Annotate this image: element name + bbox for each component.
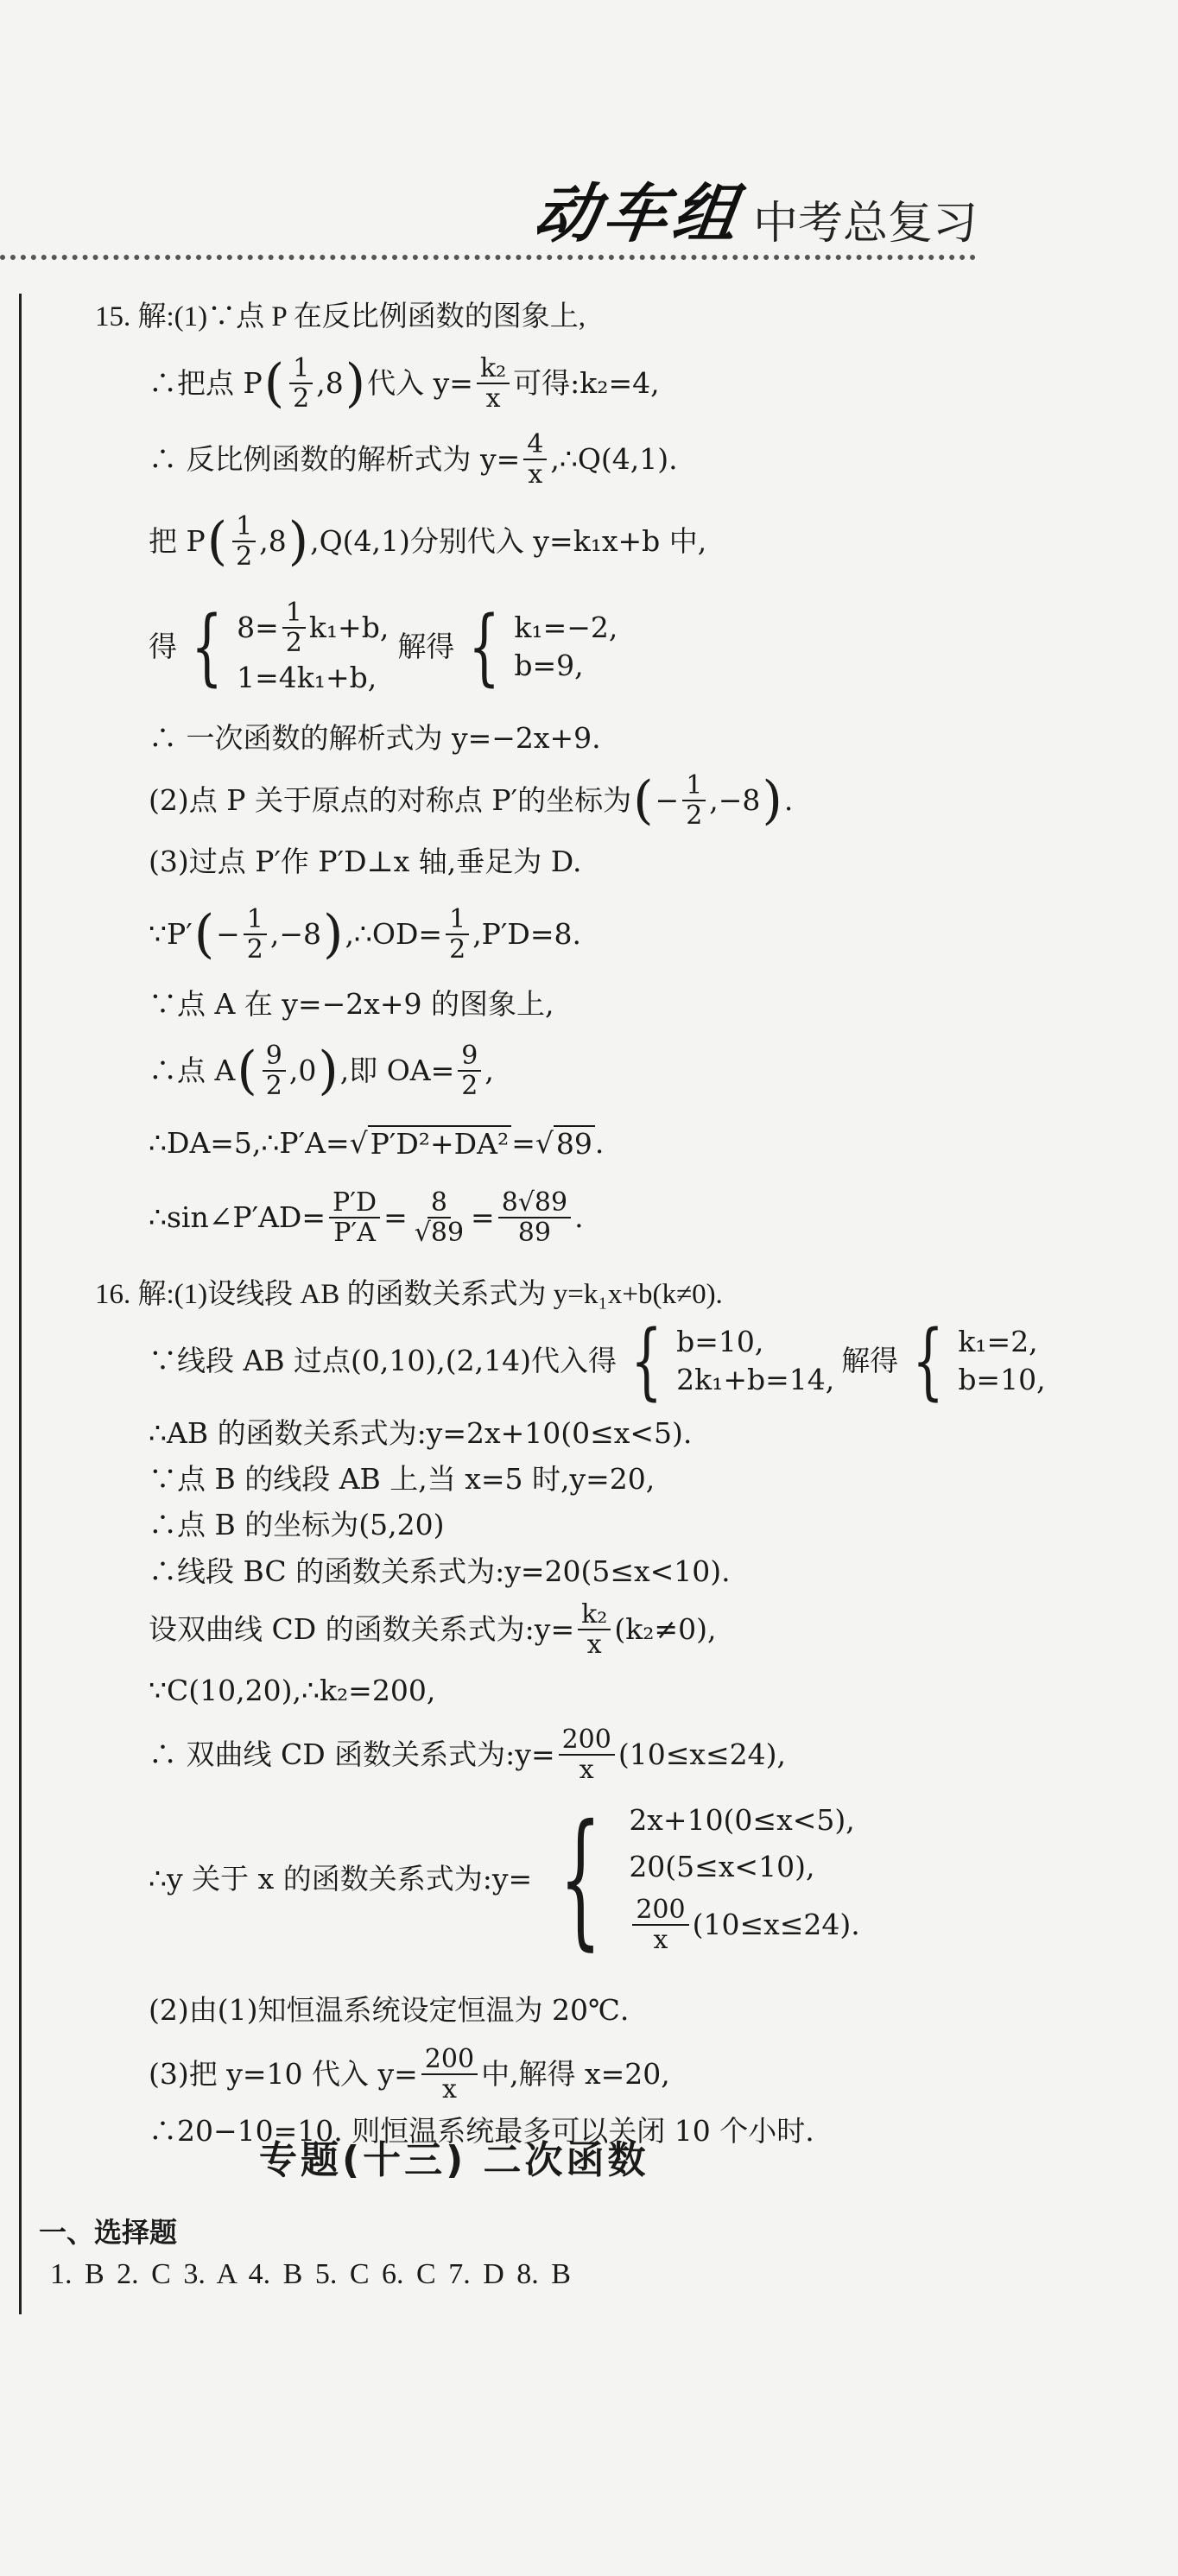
q15-line-2: ∴把点 P ( $\frac{1}{2}$ ,8 ) 代入 y= $\frac{\text{k₂}}{x}$ 可得:k₂=4, — [149, 353, 660, 414]
q16-line-11: (2)由(1)知恒温系统设定恒温为 20℃. — [149, 1993, 630, 2027]
brand-logo: 动车组 — [529, 177, 748, 251]
q16-line-7: 设双曲线 CD 的函数关系式为:y= $\frac{\text{k₂}}{x}$ (k₂≠0), — [149, 1599, 717, 1660]
choice-answers: 1. B 2. C 3. A 4. B 5. C 6. C 7. D 8. B — [50, 2258, 571, 2290]
q16-line-5: ∴点 B 的坐标为(5,20) — [149, 1508, 445, 1541]
q16-line-6: ∴线段 BC 的函数关系式为:y=20(5≤x<10). — [149, 1554, 731, 1588]
q15-line-5-system: 得 { 8= $\frac{1}{2}$ k₁+b, 1=4k₁+b, 解得 { k₁=−2, b=9, — [149, 598, 618, 695]
q16-line-12: (3)把 y=10 代入 y= $\frac{200}{x}$ 中,解得 x=20, — [149, 2044, 670, 2104]
q15-line-1: 15. 解:(1)∵点 P 在反比例函数的图象上, — [95, 301, 586, 332]
q16-line-9: ∴ 双曲线 CD 函数关系式为:y= $\frac{200}{x}$ (10≤x≤24), — [149, 1725, 786, 1785]
header-dotted-rule — [0, 255, 976, 260]
q15-line-9: ∵P′ ( − $\frac{1}{2}$ ,−8 ) ,∴OD= $\frac{1}{2}$ ,P′D=8. — [149, 904, 581, 965]
q15-line-3: ∴ 反比例函数的解析式为 y= $\frac{4}{x}$ ,∴Q(4,1). — [149, 429, 678, 490]
q16-line-3: ∴AB 的函数关系式为:y=2x+10(0≤x<5). — [149, 1416, 693, 1450]
section-subhead: 一、选择题 — [39, 2216, 178, 2249]
q16-line-1: 16. 解:(1)设线段 AB 的函数关系式为 y=k₁x+b(k≠0). — [95, 1279, 723, 1310]
left-margin-rule — [19, 294, 22, 2314]
q16-line-8: ∵C(10,20),∴k₂=200, — [149, 1674, 436, 1707]
header-brand — [529, 177, 978, 255]
q15-line-7: (2)点 P 关于原点的对称点 P′的坐标为 ( − $\frac{1}{2}$ ,−8 ) . — [149, 770, 794, 831]
q16-line-2-system: ∵线段 AB 过点(0,10),(2,14)代入得 { b=10, 2k₁+b=14, 解得 { k₁=2, b=10, — [149, 1313, 1046, 1409]
q15-line-6: ∴ 一次函数的解析式为 y=−2x+9. — [149, 721, 601, 755]
q16-line-4: ∵点 B 的线段 AB 上,当 x=5 时,y=20, — [149, 1462, 656, 1496]
section-title: 专题(十三) 二次函数 — [259, 2138, 649, 2182]
q15-line-13: ∴sin∠P′AD= $\frac{P'D}{P'A}$ = $\frac{8}{√89}$ = $\frac{8√89}{89}$ . — [149, 1187, 584, 1248]
q15-line-10: ∵点 A 在 y=−2x+9 的图象上, — [149, 987, 554, 1021]
q16-line-13: ∴20−10=10. 则恒温系统最多可以关闭 10 个小时. — [149, 2114, 814, 2148]
q15-line-11: ∴点 A ( $\frac{9}{2}$ ,0 ) ,即 OA= $\frac{9}{2}$ , — [149, 1041, 494, 1101]
q15-line-4: 把 P ( $\frac{1}{2}$ ,8 ) ,Q(4,1)分别代入 y=k₁x+b 中, — [149, 511, 707, 572]
brand-subtitle: 中考总复习 — [753, 198, 978, 250]
q15-line-12: ∴DA=5,∴P′A=√ P′D²+DA² =√ 89 . — [149, 1126, 605, 1161]
q16-line-10-piecewise: ∴y 关于 x 的函数关系式为:y= { 2x+10(0≤x<5), 20(5≤x<10), $\frac{200}{x}$ (10≤x≤24). — [149, 1793, 860, 1965]
q15-line-8: (3)过点 P′作 P′D⊥x 轴,垂足为 D. — [149, 845, 582, 878]
